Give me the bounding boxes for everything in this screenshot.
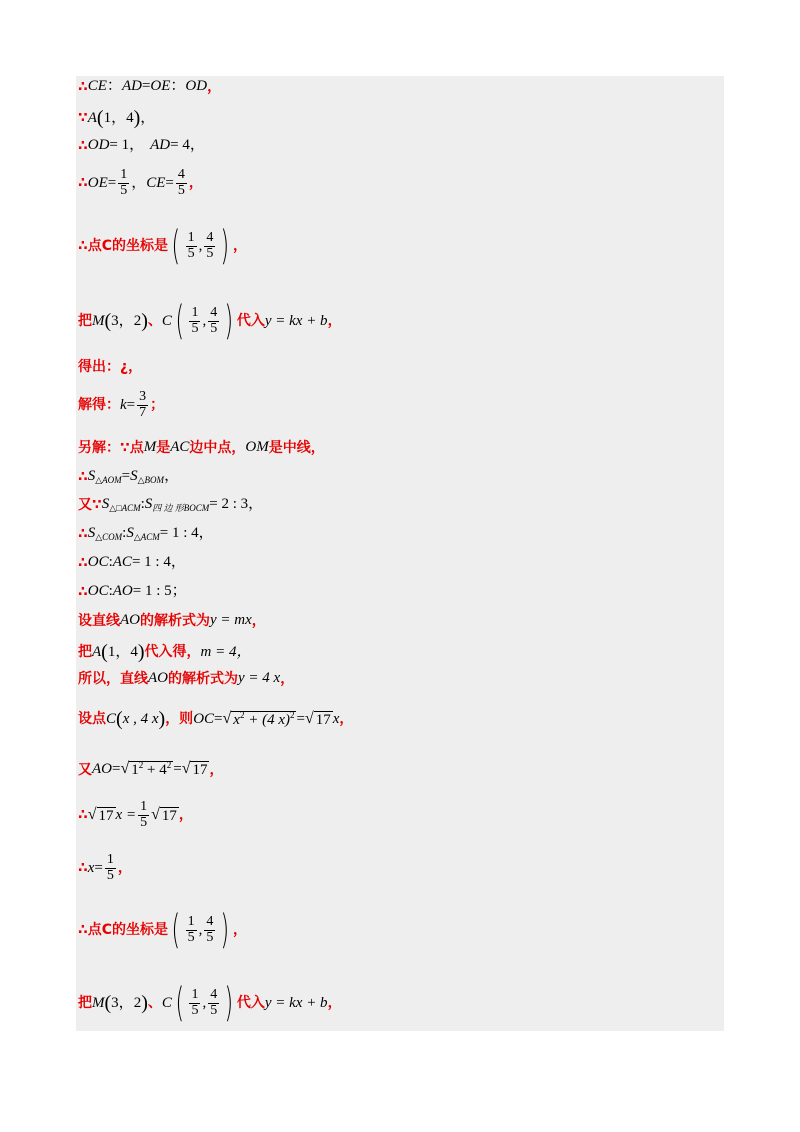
comma: ， (188, 175, 203, 192)
therefore-symbol: ∴ (78, 807, 88, 824)
text: 的解析式为 (140, 612, 210, 629)
therefore-symbol: ∴ (78, 583, 88, 600)
fraction: $\frac{1}{5}$ (120, 167, 128, 198)
term-oe: OE (87, 174, 108, 191)
fraction: $\frac{4}{5}$ (206, 913, 214, 945)
area-s: S (101, 496, 110, 512)
term-oe: OE (150, 78, 171, 94)
line-area-ratio-quad (78, 497, 263, 512)
substitute-label: 代入 (236, 313, 265, 329)
line-alt-solution (78, 440, 325, 455)
substitute-label: 代入 (236, 995, 265, 1011)
segment-om: OM (245, 439, 269, 455)
point-c: C (161, 312, 172, 329)
ratio: = 1 : 4， (159, 525, 214, 541)
area-s: S (144, 496, 153, 512)
therefore-symbol: ∴ (78, 860, 88, 877)
label-alt: 另解：∵点 (78, 439, 144, 456)
var-k: k (120, 396, 127, 413)
var-x-equals: x = (115, 806, 137, 823)
point-m: M (92, 312, 105, 329)
colon: ： (170, 78, 186, 94)
equals: = (107, 174, 117, 191)
therefore-symbol: ∴ (78, 137, 88, 154)
colon: : (140, 496, 145, 512)
label-also: 又∵ (78, 496, 102, 513)
label-get: 得出： (78, 359, 120, 375)
comma: ， (111, 109, 127, 126)
colon: : (108, 554, 113, 570)
line-x-value (78, 853, 132, 883)
segment-ac: AC (170, 439, 190, 455)
line-area-equal (78, 469, 179, 484)
text: 代入得， (144, 644, 201, 660)
fraction: $\frac{1}{5}$ (187, 913, 195, 945)
label-ba: 把 (78, 644, 92, 660)
linear-equation: y = kx + b (264, 312, 328, 329)
equals: = (173, 761, 182, 777)
fraction: $\frac{1}{5}$ (191, 986, 199, 1018)
term-od: OD (87, 137, 110, 153)
coord: 2 (133, 994, 142, 1011)
line-get (78, 360, 142, 374)
line-oe-ce (78, 168, 203, 198)
line-ao-length (78, 761, 223, 778)
subscript: 四 边 形BOCM (152, 503, 210, 513)
ratio: = 1 : 4， (131, 554, 186, 570)
line-area-ratio (78, 526, 214, 541)
fraction: $\frac{4}{5}$ (177, 167, 185, 198)
sqrt-17: √ 17 (181, 760, 208, 778)
subscript: △BOM (137, 475, 165, 485)
point-c-label: ∴点C的坐标是 (78, 922, 169, 938)
semicolon: ； (150, 397, 165, 414)
line-oc-ac (78, 555, 186, 570)
comma: ， (115, 643, 131, 660)
text: 的解析式为 (168, 670, 238, 687)
comma: ， (117, 860, 132, 877)
segment-oc: OC (87, 554, 109, 570)
subscript: △□ACM (109, 503, 141, 513)
fraction: $\frac{1}{5}$ (140, 799, 148, 830)
point-m: M (92, 994, 105, 1011)
subscript: △COM (95, 532, 123, 542)
comma: ， (339, 711, 354, 727)
value: = 1， (109, 137, 145, 153)
comma: ， (280, 670, 295, 687)
coord: 1 (107, 643, 116, 660)
line-point-c-coord-2: ∴点C的坐标是 ( $\frac{1}{5}$ , $\frac{4}{5}$ ) ， (78, 907, 247, 953)
therefore-symbol: ∴ (78, 78, 88, 95)
sqrt-17: √ 17 (304, 709, 331, 728)
area-s: S (87, 525, 96, 541)
comma: ， (232, 238, 247, 254)
line-point-c-coord: ∴点C的坐标是 ( $\frac{1}{5}$ , $\frac{4}{5}$ ) ， (78, 223, 247, 269)
term-ce: CE (87, 78, 107, 94)
colon: : (108, 583, 113, 599)
fraction: $\frac{4}{5}$ (210, 986, 218, 1018)
term-ad: AD (150, 137, 171, 153)
text: 设直线 (78, 612, 120, 629)
point-c: C (106, 710, 117, 727)
fraction: $\frac{1}{5}$ (106, 852, 114, 883)
fraction: $\frac{4}{5}$ (206, 229, 214, 261)
coords: x , 4 x (122, 710, 159, 727)
ratio: = 1 : 5； (132, 583, 187, 599)
comma: ， (209, 761, 224, 778)
segment-ao: AO (120, 612, 140, 628)
comma: ， (164, 468, 180, 484)
therefore-symbol: ∴ (78, 554, 88, 571)
sqrt-expression: √ $1^2 + 4^2$ (120, 760, 172, 778)
area-s: S (130, 468, 138, 484)
comma: , (198, 237, 203, 254)
line-set-point-c: 设点 C ( x , 4 x ) ，则 OC = √ $x^2 + (4$ x)$^2$ = √ 17 x ， (78, 708, 354, 730)
segment-ao: AO (112, 583, 133, 599)
coord: 2 (133, 312, 142, 329)
equals: = (296, 710, 305, 727)
segment-ao: AO (92, 761, 112, 777)
comma: ， (251, 612, 266, 629)
var-x: x (332, 710, 340, 727)
because-symbol: ∵ (78, 110, 88, 126)
line-sqrt-equation (78, 800, 193, 830)
therefore-symbol: ∴ (78, 468, 88, 485)
sqrt-expression: √ $x^2 + (4$ x)$^2$ (222, 709, 295, 728)
var-x: x (87, 859, 95, 876)
equals: = (126, 396, 136, 413)
equation: y = 4 x (238, 670, 281, 686)
segment-ao: AO (148, 670, 168, 686)
segment-oc: OC (193, 710, 215, 727)
comma: ， (327, 313, 342, 329)
fraction: $\frac{1}{5}$ (187, 229, 195, 261)
fraction: $\frac{3}{7}$ (139, 389, 147, 420)
comma: ， (140, 109, 156, 126)
text: 边中点， (189, 439, 246, 456)
comma: ， (128, 359, 143, 375)
sqrt-17: √ 17 (87, 805, 114, 824)
subscript: △AOM (95, 475, 122, 485)
text: 所以，直线 (78, 670, 148, 687)
equals: = (112, 761, 121, 777)
term-od: OD (185, 78, 208, 94)
line-substitute-mc-2: 把 M ( 3 ， 2 ) 、 C ( $\frac{1}{5}$ , $\frac{4}{5}$ ) 代入 y = kx + b ， (78, 980, 342, 1026)
coord: 3 (111, 994, 119, 1011)
term-ad: AD (121, 78, 142, 94)
comma: , (202, 994, 207, 1011)
value: = 4， (170, 137, 205, 153)
label-solve: 解得： (78, 397, 120, 414)
line-solve-k (78, 390, 164, 420)
ratio: = 2 : 3， (209, 496, 264, 512)
equation: y = mx (210, 612, 252, 628)
equation: m = 4， (200, 643, 252, 660)
separator: 、 (147, 313, 162, 329)
text: 设点 (78, 711, 106, 727)
comma: , (202, 312, 207, 329)
separator: 、 (147, 995, 162, 1011)
comma: ， (232, 922, 247, 938)
line-set-ao (78, 613, 266, 628)
equals: = (214, 710, 223, 727)
equals: = (94, 859, 103, 876)
colon: ： (106, 78, 122, 94)
fraction: $\frac{1}{5}$ (191, 304, 199, 336)
segment-oc: OC (87, 583, 109, 599)
line-od-ad (78, 138, 205, 153)
point-c: C (161, 994, 172, 1011)
point-c-label: ∴点C的坐标是 (78, 238, 169, 254)
term-ce: CE (146, 174, 166, 191)
point-m: M (143, 439, 157, 455)
text: 是 (156, 439, 171, 456)
equals: = (141, 78, 151, 94)
line-substitute-a: 把 A ( 1 ， 4 ) 代入得， m = 4， (78, 641, 252, 663)
coord: 3 (111, 312, 119, 329)
comma: ， (118, 994, 134, 1011)
line-point-a: ∵ A ( 1 ， 4 ) ， (78, 107, 156, 129)
label-also: 又 (78, 761, 92, 778)
label-ba: 把 (78, 313, 92, 329)
comma: ， (207, 78, 222, 95)
line-ao-expression (78, 671, 294, 686)
colon: : (122, 525, 127, 541)
comma: ， (327, 995, 342, 1011)
comma: , (198, 921, 203, 938)
line-ce-ad-ratio (78, 79, 221, 94)
line-oc-ao (78, 584, 187, 599)
comma: ， (118, 312, 134, 329)
sqrt-17: √ 17 (151, 805, 177, 824)
coord-y: 4 (126, 109, 134, 126)
area-s: S (126, 525, 134, 541)
comma: ， (178, 807, 193, 824)
text: ，则 (165, 711, 194, 727)
line-substitute-mc: 把 M ( 3 ， 2 ) 、 C ( $\frac{1}{5}$ , $\frac{4}{5}$ ) 代入 y = kx + b ， (78, 298, 342, 344)
comma: ， (131, 174, 147, 191)
subscript: △ACM (133, 532, 160, 542)
point-a: A (87, 109, 97, 126)
placeholder-char: ¿ (120, 359, 129, 375)
coord: 4 (130, 643, 138, 660)
label-ba: 把 (78, 995, 92, 1011)
equals: = (121, 468, 131, 484)
area-s: S (87, 468, 96, 484)
linear-equation: y = kx + b (264, 994, 328, 1011)
coord-x: 1 (103, 109, 112, 126)
fraction: $\frac{4}{5}$ (210, 304, 218, 336)
text: 是中线， (268, 439, 325, 456)
segment-ac: AC (112, 554, 132, 570)
therefore-symbol: ∴ (78, 525, 88, 542)
equals: = (165, 174, 174, 191)
therefore-symbol: ∴ (78, 175, 88, 192)
point-a: A (92, 643, 102, 660)
